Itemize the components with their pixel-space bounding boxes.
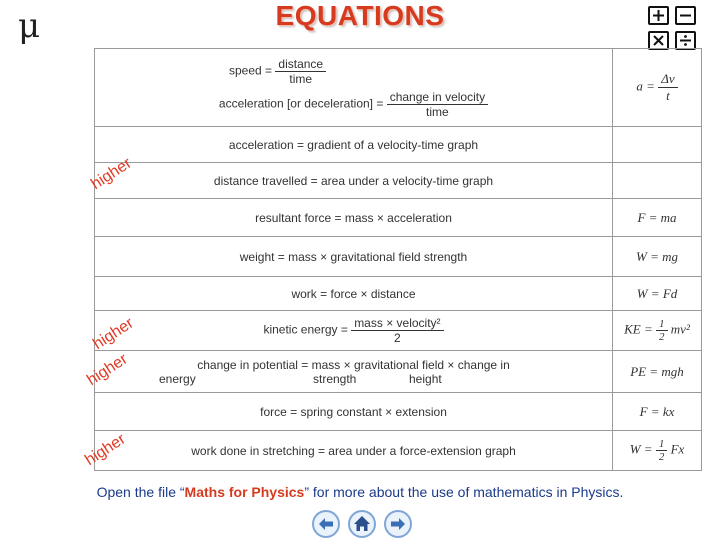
speed-fraction bbox=[275, 57, 326, 86]
pe-line-1: change in potential = mass × gravitational field × change in bbox=[197, 357, 510, 372]
equation-cell bbox=[95, 311, 613, 351]
higher-label: higher bbox=[90, 314, 137, 354]
home-icon bbox=[350, 512, 374, 536]
minus-icon bbox=[675, 6, 696, 25]
table-row bbox=[95, 393, 702, 431]
symbol-lhs: W = bbox=[629, 441, 653, 457]
table-row bbox=[95, 163, 702, 199]
equation-cell: weight = mass × gravitational field strength bbox=[95, 237, 613, 277]
fraction-numerator: change in velocity bbox=[387, 90, 488, 105]
fraction-denominator: 2 bbox=[394, 331, 401, 345]
equation-cell bbox=[95, 351, 613, 393]
fraction-denominator: time bbox=[289, 71, 313, 86]
math-operators-icon bbox=[648, 6, 700, 52]
fraction-denominator: 2 bbox=[658, 451, 665, 463]
plus-icon bbox=[648, 6, 669, 25]
speed-equation bbox=[189, 57, 608, 86]
acceleration-equation bbox=[99, 90, 608, 119]
fraction-numerator: distance bbox=[275, 57, 326, 72]
fraction-numerator: 1 bbox=[656, 438, 668, 451]
back-button[interactable] bbox=[312, 510, 340, 538]
pe-energy: energy bbox=[159, 371, 196, 386]
equation-cell: acceleration = gradient of a velocity-time graph bbox=[95, 127, 613, 163]
maths-for-physics-link[interactable]: Maths for Physics bbox=[184, 484, 305, 500]
ke-fraction bbox=[351, 316, 443, 345]
arrow-right-icon bbox=[386, 512, 410, 536]
symbol-cell: F = ma bbox=[613, 199, 702, 237]
table-row bbox=[95, 311, 702, 351]
pe-height: height bbox=[409, 371, 442, 386]
fraction-numerator: Δv bbox=[658, 71, 677, 88]
footer-note bbox=[0, 484, 720, 500]
speed-lhs: speed = bbox=[229, 63, 273, 78]
symbol-coefficient bbox=[656, 438, 668, 463]
fraction-numerator: mass × velocity² bbox=[351, 316, 443, 331]
symbol-cell: W = Fd bbox=[613, 277, 702, 311]
symbol-cell: W = mg bbox=[613, 237, 702, 277]
symbol-rhs: mv² bbox=[670, 321, 690, 337]
table-row bbox=[95, 49, 702, 127]
pe-line-2 bbox=[99, 372, 608, 386]
equation-cell bbox=[95, 49, 613, 127]
page-title: EQUATIONS bbox=[275, 0, 445, 31]
symbol-coefficient bbox=[656, 318, 668, 343]
symbol-cell bbox=[613, 49, 702, 127]
acceleration-fraction bbox=[387, 90, 488, 119]
symbol-cell bbox=[613, 431, 702, 471]
equation-cell: work done in stretching = area under a force-extension graph bbox=[95, 431, 613, 471]
symbol-rhs: Fx bbox=[670, 441, 685, 457]
fraction-denominator: 2 bbox=[659, 331, 665, 343]
equation-cell: resultant force = mass × acceleration bbox=[95, 199, 613, 237]
table-row bbox=[95, 277, 702, 311]
ke-lhs: kinetic energy = bbox=[263, 322, 348, 337]
arrow-left-icon bbox=[314, 512, 338, 536]
table-row bbox=[95, 199, 702, 237]
equations-table bbox=[94, 48, 702, 471]
higher-label: higher bbox=[84, 350, 131, 390]
table-row bbox=[95, 127, 702, 163]
symbol-cell: PE = mgh bbox=[613, 351, 702, 393]
higher-label: higher bbox=[88, 154, 135, 194]
fraction-numerator: 1 bbox=[656, 318, 668, 331]
symbol-cell bbox=[613, 127, 702, 163]
forward-button[interactable] bbox=[384, 510, 412, 538]
symbol-lhs: KE = bbox=[624, 321, 653, 337]
table-row bbox=[95, 431, 702, 471]
table-row bbox=[95, 351, 702, 393]
mu-symbol: μ bbox=[18, 6, 41, 46]
higher-label: higher bbox=[82, 430, 129, 470]
symbol-cell bbox=[613, 163, 702, 199]
equation-cell: distance travelled = area under a velocity-time graph bbox=[95, 163, 613, 199]
fraction-denominator: time bbox=[426, 104, 449, 119]
footer-prefix: Open the file “ bbox=[96, 484, 185, 500]
symbol-fraction bbox=[658, 71, 677, 104]
symbol-cell bbox=[613, 311, 702, 351]
symbol-lhs: a = bbox=[636, 78, 655, 94]
acceleration-lhs: acceleration [or deceleration] = bbox=[218, 96, 384, 111]
symbol-cell: F = kx bbox=[613, 393, 702, 431]
home-button[interactable] bbox=[348, 510, 376, 538]
equation-cell: force = spring constant × extension bbox=[95, 393, 613, 431]
fraction-denominator: t bbox=[666, 88, 670, 103]
equation-cell: work = force × distance bbox=[95, 277, 613, 311]
table-row bbox=[95, 237, 702, 277]
pe-strength: strength bbox=[313, 371, 357, 386]
footer-suffix: ” for more about the use of mathematics in Physics. bbox=[304, 484, 624, 500]
